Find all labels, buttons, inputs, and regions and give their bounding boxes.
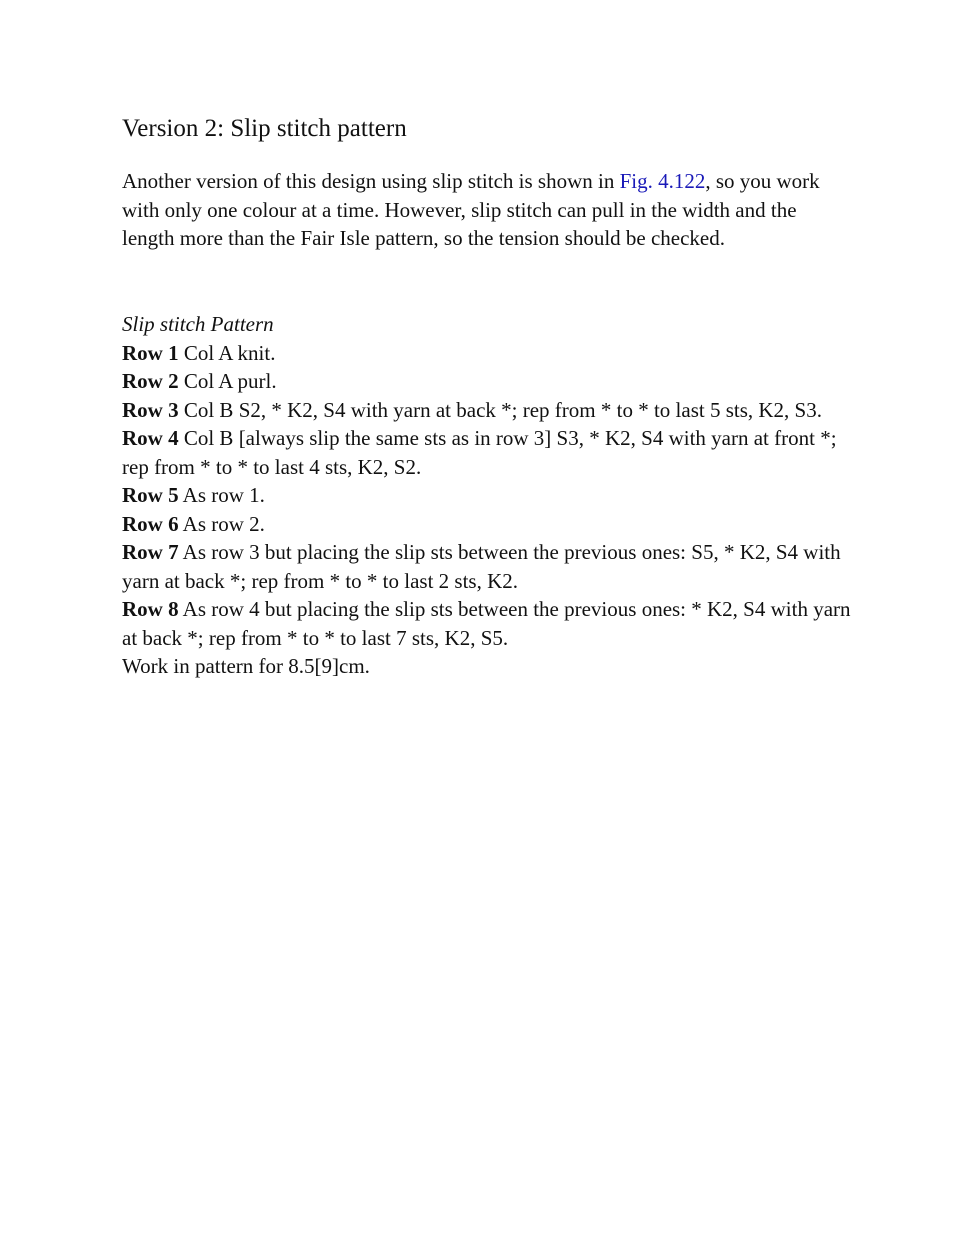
pattern-row-3	[122, 396, 852, 425]
intro-text-after-link: , so you work with only one colour at a time. However, slip stitch can pull in the width and the length more than the Fair Isle pattern, so the tension should be checked.	[122, 169, 820, 250]
row-instruction: Col B S2, * K2, S4 with yarn at back *; rep from * to * to last 5 sts, K2, S3.	[178, 397, 822, 422]
row-instruction: As row 3 but placing the slip sts between the previous ones: S5, * K2, S4 with yarn at back *; rep from * to * to last 2 sts, K2.	[122, 540, 841, 593]
pattern-row-8	[122, 595, 852, 652]
pattern-row-1	[122, 339, 852, 368]
slip-stitch-pattern	[122, 310, 852, 681]
row-label: Row 3	[122, 397, 179, 422]
pattern-row-2	[122, 367, 852, 396]
figure-link[interactable]: Fig. 4.122	[619, 169, 706, 193]
row-label: Row 6	[122, 511, 179, 536]
intro-paragraph	[122, 167, 852, 253]
section-heading: Version 2: Slip stitch pattern	[122, 115, 407, 142]
row-instruction: As row 1.	[178, 483, 265, 507]
row-label: Row 5	[122, 483, 179, 507]
row-instruction: As row 2.	[178, 511, 265, 536]
row-label: Row 8	[122, 597, 179, 621]
pattern-row-6	[122, 510, 852, 539]
row-instruction: As row 4 but placing the slip sts between the previous ones: * K2, S4 with yarn at back *; rep from * to * to last 7 sts, K2, S5.	[122, 597, 851, 650]
pattern-row-7	[122, 538, 852, 595]
row-instruction: Col A knit.	[178, 340, 276, 365]
row-instruction: Col A purl.	[178, 369, 277, 393]
row-label: Row 7	[122, 540, 179, 564]
pattern-title: Slip stitch Pattern	[122, 312, 274, 336]
row-instruction: Col B [always slip the same sts as in row 3] S3, * K2, S4 with yarn at front *; rep from * to * to last 4 sts, K2, S2.	[122, 426, 837, 479]
intro-text-before-link: Another version of this design using slip stitch is shown in	[122, 169, 620, 193]
row-label: Row 2	[122, 369, 179, 393]
pattern-row-5	[122, 481, 852, 510]
pattern-closing-note: Work in pattern for 8.5[9]cm.	[122, 654, 370, 678]
row-label: Row 4	[122, 426, 179, 450]
pattern-row-4	[122, 424, 852, 481]
row-label: Row 1	[122, 340, 179, 365]
